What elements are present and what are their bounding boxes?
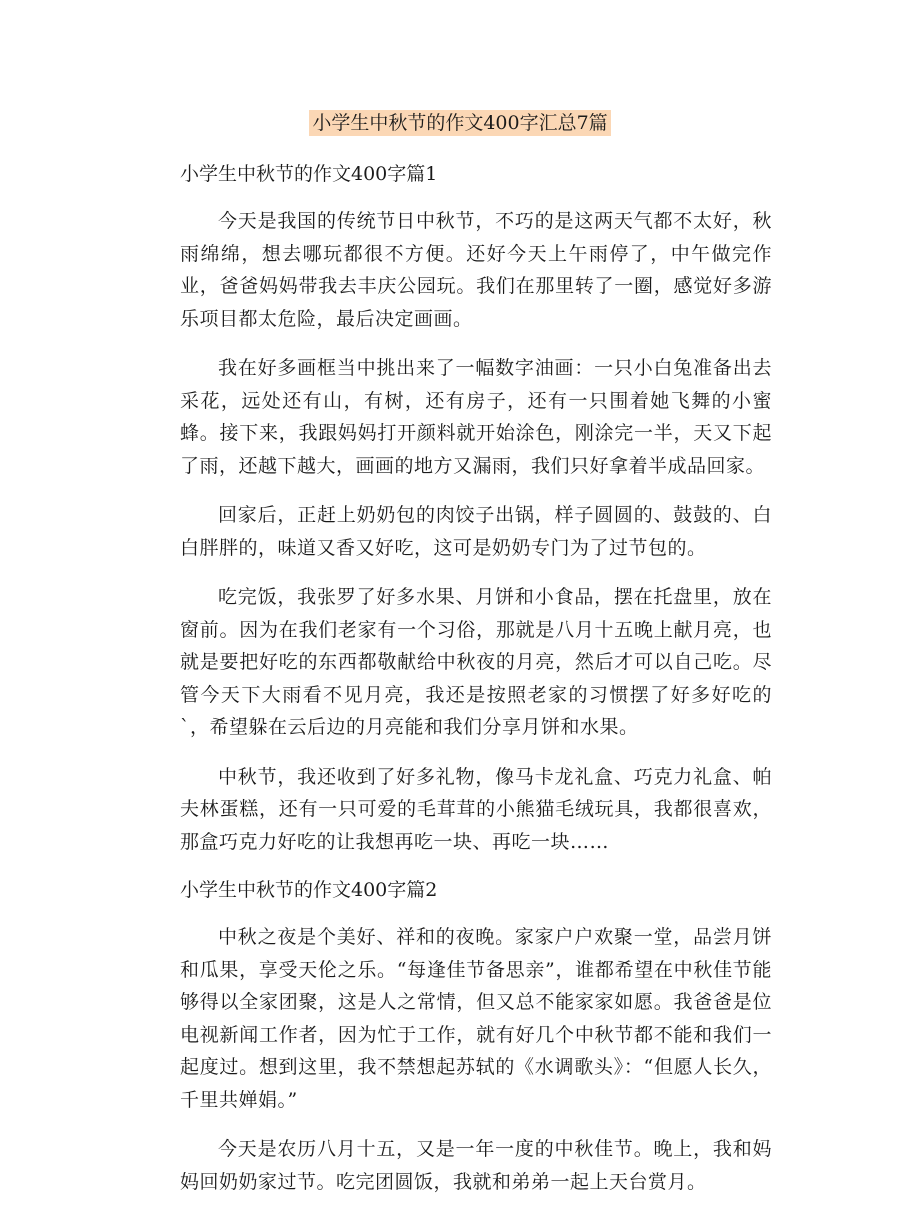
paragraph: 中秋之夜是个美好、祥和的夜晚。家家户户欢聚一堂，品尝月饼和瓜果，享受天伦之乐。“每逢佳节备思亲”，谁都希望在中秋佳节能够得以全家团聚，这是人之常情，但又总不能家家如愿。我爸爸是位电视新闻工作者，因为忙于工作，就有好几个中秋节都不能和我们一起度过。想到这里，我不禁想起苏轼的《水调歌头》：“但愿人长久，千里共婵娟。” [180,926,772,1111]
paragraph: 今天是我国的传统节日中秋节，不巧的是这两天气都不太好，秋雨绵绵，想去哪玩都很不方便。还好今天上午雨停了，中午做完作业，爸爸妈妈带我去丰庆公园玩。我们在那里转了一圈，感觉好多游乐项目都太危险，最后决定画画。 [180,210,772,330]
paragraph: 今天是农历八月十五，又是一年一度的中秋佳节。晚上，我和妈妈回奶奶家过节。吃完团圆饭，我就和弟弟一起上天台赏月。 [180,1138,772,1193]
paragraph: 中秋节，我还收到了好多礼物，像马卡龙礼盒、巧克力礼盒、帕夫林蛋糕，还有一只可爱的毛茸茸的小熊猫毛绒玩具，我都很喜欢，那盒巧克力好吃的让我想再吃一块、再吃一块…… [180,765,772,853]
document-title-text: 小学生中秋节的作文400字汇总7篇 [309,110,610,136]
document-title [0,111,920,135]
section-heading-1: 小学生中秋节的作文400字篇1 [180,163,438,185]
section-heading-2: 小学生中秋节的作文400字篇2 [180,879,438,901]
paragraph: 回家后，正赶上奶奶包的肉饺子出锅，样子圆圆的、鼓鼓的、白白胖胖的，味道又香又好吃，这可是奶奶专门为了过节包的。 [180,504,772,559]
document-body [180,145,772,1215]
paragraph: 我在好多画框当中挑出来了一幅数字油画：一只小白兔准备出去采花，远处还有山，有树，还有房子，还有一只围着她飞舞的小蜜蜂。接下来，我跟妈妈打开颜料就开始涂色，刚涂完一半，天又下起了雨，还越下越大，画画的地方又漏雨，我们只好拿着半成品回家。 [180,357,772,477]
paragraph: 吃完饭，我张罗了好多水果、月饼和小食品，摆在托盘里，放在窗前。因为在我们老家有一个习俗，那就是八月十五晚上献月亮，也就是要把好吃的东西都敬献给中秋夜的月亮，然后才可以自己吃。尽管今天下大雨看不见月亮，我还是按照老家的习惯摆了好多好吃的`，希望躲在云后边的月亮能和我们分享月饼和水果。 [180,586,772,738]
